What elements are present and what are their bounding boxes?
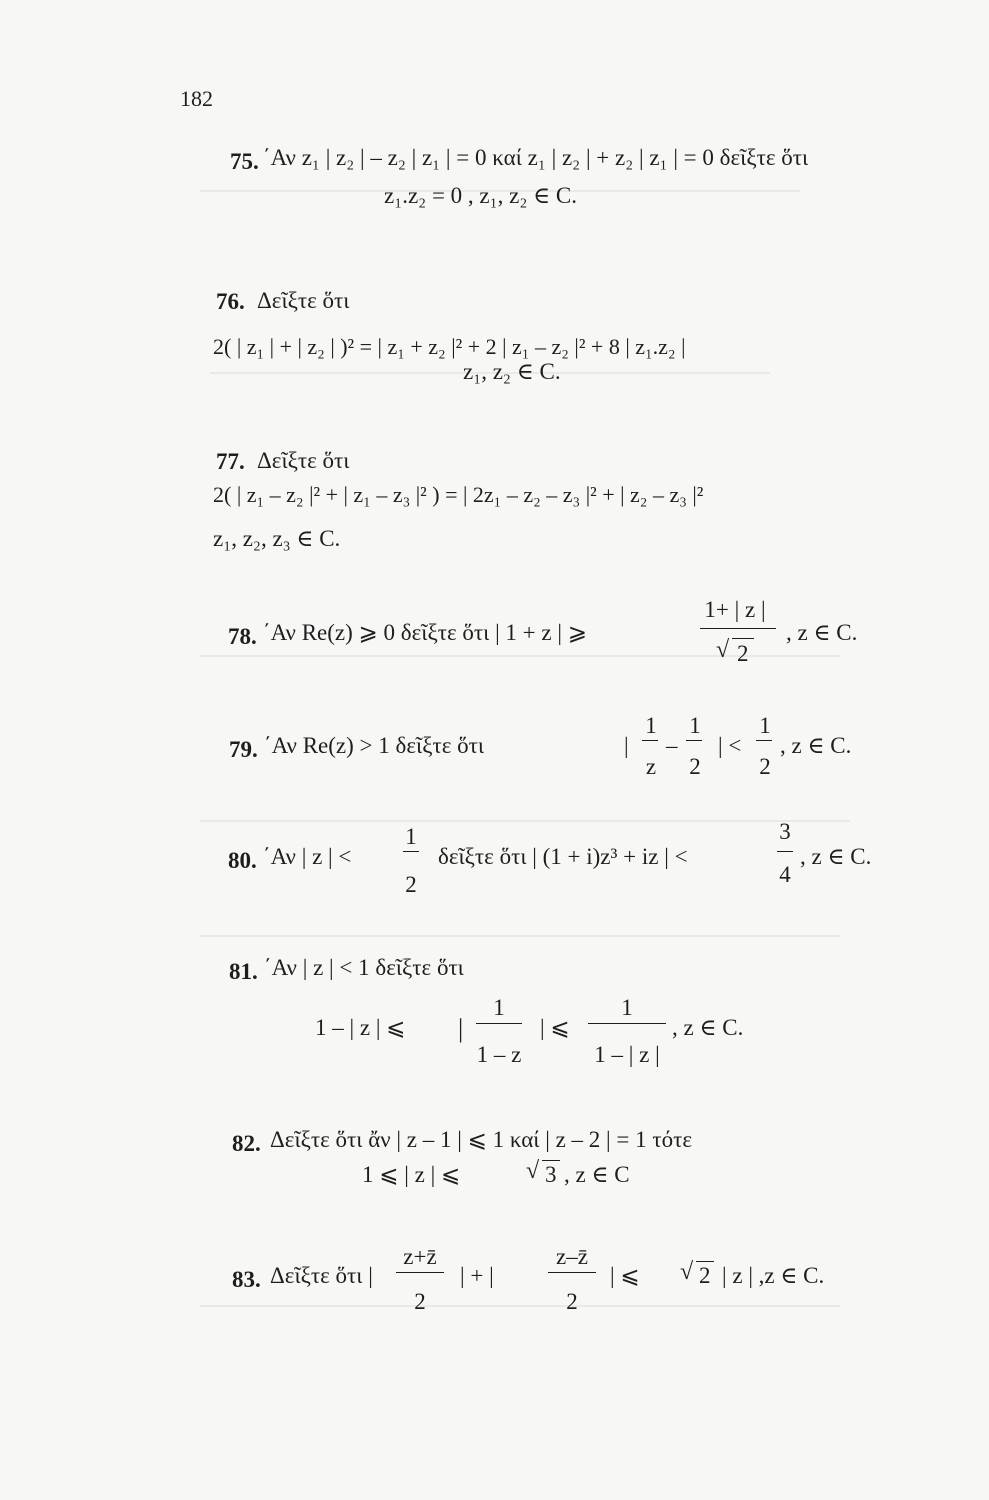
problem-80-fraction1-bar: [403, 851, 419, 852]
problem-76-number: 76.: [216, 289, 245, 314]
problem-79-domain: , z ∈ C.: [780, 733, 852, 758]
problem-75-statement: ΄Αν z₁ | z₂ | – z₂ | z₁ | = 0 καί z₁ | z₂ | + z₂ | z₁ | = 0 δεῖξτε ὅτι: [263, 145, 809, 170]
problem-83-fraction2-denominator: 2: [566, 1289, 578, 1314]
problem-78-sqrt-sign: √: [716, 637, 730, 663]
problem-82-number: 82.: [232, 1131, 261, 1156]
problem-81-fraction2-bar: [588, 1023, 666, 1024]
problem-77-number: 77.: [216, 449, 245, 474]
problem-77-equation: 2( | z₁ – z₂ |² + | z₁ – z₃ |² ) = | 2z₁ – z₂ – z₃ |² + | z₂ – z₃ |²: [213, 482, 704, 507]
problem-83-lead: Δεῖξτε ὅτι |: [270, 1263, 373, 1288]
problem-80-number: 80.: [228, 848, 257, 873]
problem-83-le: | ⩽: [610, 1263, 640, 1288]
problem-82-conclusion: 1 ⩽ | z | ⩽: [362, 1162, 461, 1187]
problem-78-fraction-numerator: 1+ | z |: [704, 597, 766, 622]
problem-81-le: | ⩽: [540, 1015, 570, 1040]
problem-80-domain: , z ∈ C.: [800, 844, 872, 869]
problem-79-fraction3-bar: [756, 740, 772, 741]
problem-78-sqrt-bar: [732, 638, 754, 639]
problem-81-left-bound: 1 – | z | ⩽: [315, 1015, 406, 1040]
problem-79-fraction1-numerator: 1: [645, 713, 657, 738]
problem-80-statement: ΄Αν | z | <: [263, 844, 352, 869]
bleed-through-line: [200, 1305, 840, 1307]
problem-78-fraction-bar: [700, 628, 776, 629]
problem-79-statement: ΄Αν Re(z) > 1 δεῖξτε ὅτι: [264, 733, 485, 758]
problem-83-fraction1-bar: [396, 1272, 444, 1273]
problem-79-abs-open: |: [624, 733, 629, 758]
problem-80-fraction1-numerator: 1: [405, 824, 417, 849]
problem-81-fraction2-numerator: 1: [621, 995, 633, 1020]
problem-81-abs-open: |: [458, 1014, 464, 1043]
problem-78-domain: , z ∈ C.: [786, 620, 858, 645]
problem-83-number: 83.: [232, 1267, 261, 1292]
problem-82-sqrt-argument: 3: [545, 1162, 557, 1187]
problem-83-middle: | + |: [460, 1263, 494, 1288]
problem-81-fraction1-denominator: 1 – z: [476, 1042, 522, 1067]
problem-78-statement: ΄Αν Re(z) ⩾ 0 δεῖξτε ὅτι | 1 + z | ⩾: [263, 620, 587, 645]
problem-81-fraction2-denominator: 1 – | z |: [594, 1042, 660, 1067]
problem-76-heading: Δεῖξτε ὅτι: [257, 288, 350, 313]
problem-81-fraction1-numerator: 1: [493, 995, 505, 1020]
problem-80-fraction2-denominator: 4: [779, 862, 791, 887]
problem-83-fraction2-bar: [548, 1272, 596, 1273]
problem-83-domain: | z | ,z ∈ C.: [722, 1263, 825, 1288]
problem-81-domain: , z ∈ C.: [672, 1015, 744, 1040]
problem-81-number: 81.: [229, 959, 258, 984]
problem-80-inequality: δεῖξτε ὅτι | (1 + i)z³ + iz | <: [438, 844, 688, 869]
problem-83-sqrt-sign: √: [680, 1259, 694, 1285]
problem-83-fraction1-numerator: z+z̄: [403, 1244, 437, 1269]
problem-76-domain: z₁, z₂ ∈ C.: [463, 359, 561, 384]
problem-75-condition: z₁.z₂ = 0 , z₁, z₂ ∈ C.: [384, 183, 577, 208]
problem-79-less-than: | <: [718, 733, 742, 758]
problem-80-fraction2-bar: [777, 851, 793, 852]
problem-78-sqrt-argument: 2: [737, 641, 749, 666]
problem-79-fraction3-numerator: 1: [759, 713, 771, 738]
page-number: 182: [180, 86, 213, 111]
bleed-through-line: [200, 935, 840, 937]
problem-80-fraction1-denominator: 2: [405, 872, 417, 897]
problem-79-fraction1-bar: [642, 740, 658, 741]
problem-76-equation: 2( | z₁ | + | z₂ | )² = | z₁ + z₂ |² + 2 | z₁ – z₂ |² + 8 | z₁.z₂ |: [213, 334, 686, 359]
problem-82-statement: Δεῖξτε ὅτι ἄν | z – 1 | ⩽ 1 καί | z – 2 | = 1 τότε: [270, 1127, 693, 1152]
problem-80-fraction2-numerator: 3: [779, 819, 791, 844]
problem-81-heading: ΄Αν | z | < 1 δεῖξτε ὅτι: [264, 955, 464, 980]
problem-79-fraction2-denominator: 2: [689, 754, 701, 779]
problem-83-fraction1-denominator: 2: [414, 1289, 426, 1314]
problem-79-fraction2-numerator: 1: [689, 713, 701, 738]
problem-75-number: 75.: [230, 149, 259, 174]
problem-77-heading: Δεῖξτε ὅτι: [257, 448, 350, 473]
bleed-through-line: [200, 820, 850, 822]
problem-82-domain: , z ∈ C: [564, 1162, 630, 1187]
problem-83-sqrt-argument: 2: [699, 1263, 711, 1288]
problem-83-fraction2-numerator: z–z̄: [556, 1244, 588, 1269]
problem-79-fraction2-bar: [686, 740, 702, 741]
problem-82-sqrt-sign: √: [526, 1158, 540, 1184]
problem-79-minus: –: [666, 733, 678, 758]
problem-81-fraction1-bar: [476, 1023, 522, 1024]
problem-78-number: 78.: [228, 624, 257, 649]
problem-77-domain: z₁, z₂, z₃ ∈ C.: [213, 526, 341, 551]
problem-79-fraction1-denominator: z: [645, 754, 657, 779]
problem-79-number: 79.: [229, 737, 258, 762]
problem-79-fraction3-denominator: 2: [759, 754, 771, 779]
